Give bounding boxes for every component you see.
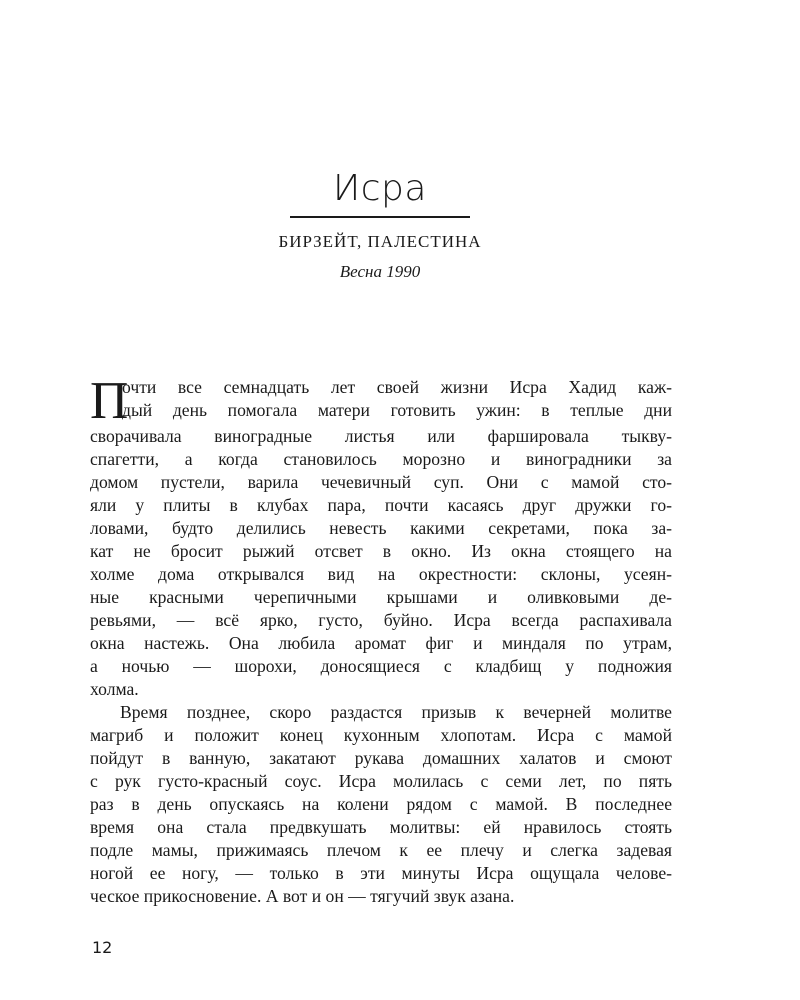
title-underline	[290, 216, 470, 218]
text-line: окна настежь. Она любила аромат фиг и миндаля по утрам,	[90, 633, 672, 653]
text-line: ческое прикосновение. А вот и он — тягучий звук азана.	[90, 886, 515, 906]
text-line: пойдут в ванную, закатают рукава домашних халатов и смоют	[90, 748, 672, 768]
text-line: ногой ее ногу, — только в эти минуты Исра ощущала челове-	[90, 863, 672, 883]
text-line: а ночью — шорохи, доносящиеся с кладбищ у подножия	[90, 656, 672, 676]
text-line: ревьями, — всё ярко, густо, буйно. Исра всегда распахивала	[90, 610, 672, 630]
text-line: магриб и положит конец кухонным хлопотам. Исра с мамой	[90, 725, 672, 745]
text-line: подле мамы, прижимаясь плечом к ее плечу и слегка задевая	[90, 840, 672, 860]
text-line: яли у плиты в клубах пара, почти касаясь друг дружки го-	[90, 495, 672, 515]
text-line: время она стала предвкушать молитвы: ей нравилось стоять	[90, 817, 672, 837]
page-number: 12	[92, 938, 113, 957]
text-line: холме дома открывался вид на окрестности: склоны, усеян-	[90, 564, 672, 584]
text-line: кат не бросит рыжий отсвет в окно. Из окна стоящего на	[90, 541, 672, 561]
text-line: холма.	[90, 679, 139, 699]
chapter-date: Весна 1990	[339, 262, 421, 281]
text-line: очти все семнадцать лет своей жизни Исра Хадид каж-	[122, 377, 672, 397]
chapter-title: Исра	[333, 168, 427, 209]
chapter-location: БИРЗЕЙТ, ПАЛЕСТИНА	[278, 232, 482, 251]
body-text	[90, 372, 672, 908]
drop-cap: П	[90, 372, 129, 430]
text-line: ловами, будто делились невесть какими секретами, пока за-	[90, 518, 672, 538]
text-line: с рук густо-красный соус. Исра молилась с семи лет, по пять	[90, 771, 672, 791]
text-line: домом пустели, варила чечевичный суп. Они с мамой сто-	[90, 472, 672, 492]
text-line: ные красными черепичными крышами и оливковыми де-	[90, 587, 672, 607]
drop-cap-block	[90, 372, 672, 430]
text-line: дый день помогала матери готовить ужин: в теплые дни	[122, 400, 672, 420]
text-line: спагетти, а когда становилось морозно и виноградники за	[90, 449, 672, 469]
text-line: Время позднее, скоро раздастся призыв к вечерней молитве	[120, 702, 672, 722]
text-line: раз в день опускаясь на колени рядом с мамой. В последнее	[90, 794, 672, 814]
text-line: сворачивала виноградные листья или фаршировала тыкву-	[90, 426, 672, 446]
